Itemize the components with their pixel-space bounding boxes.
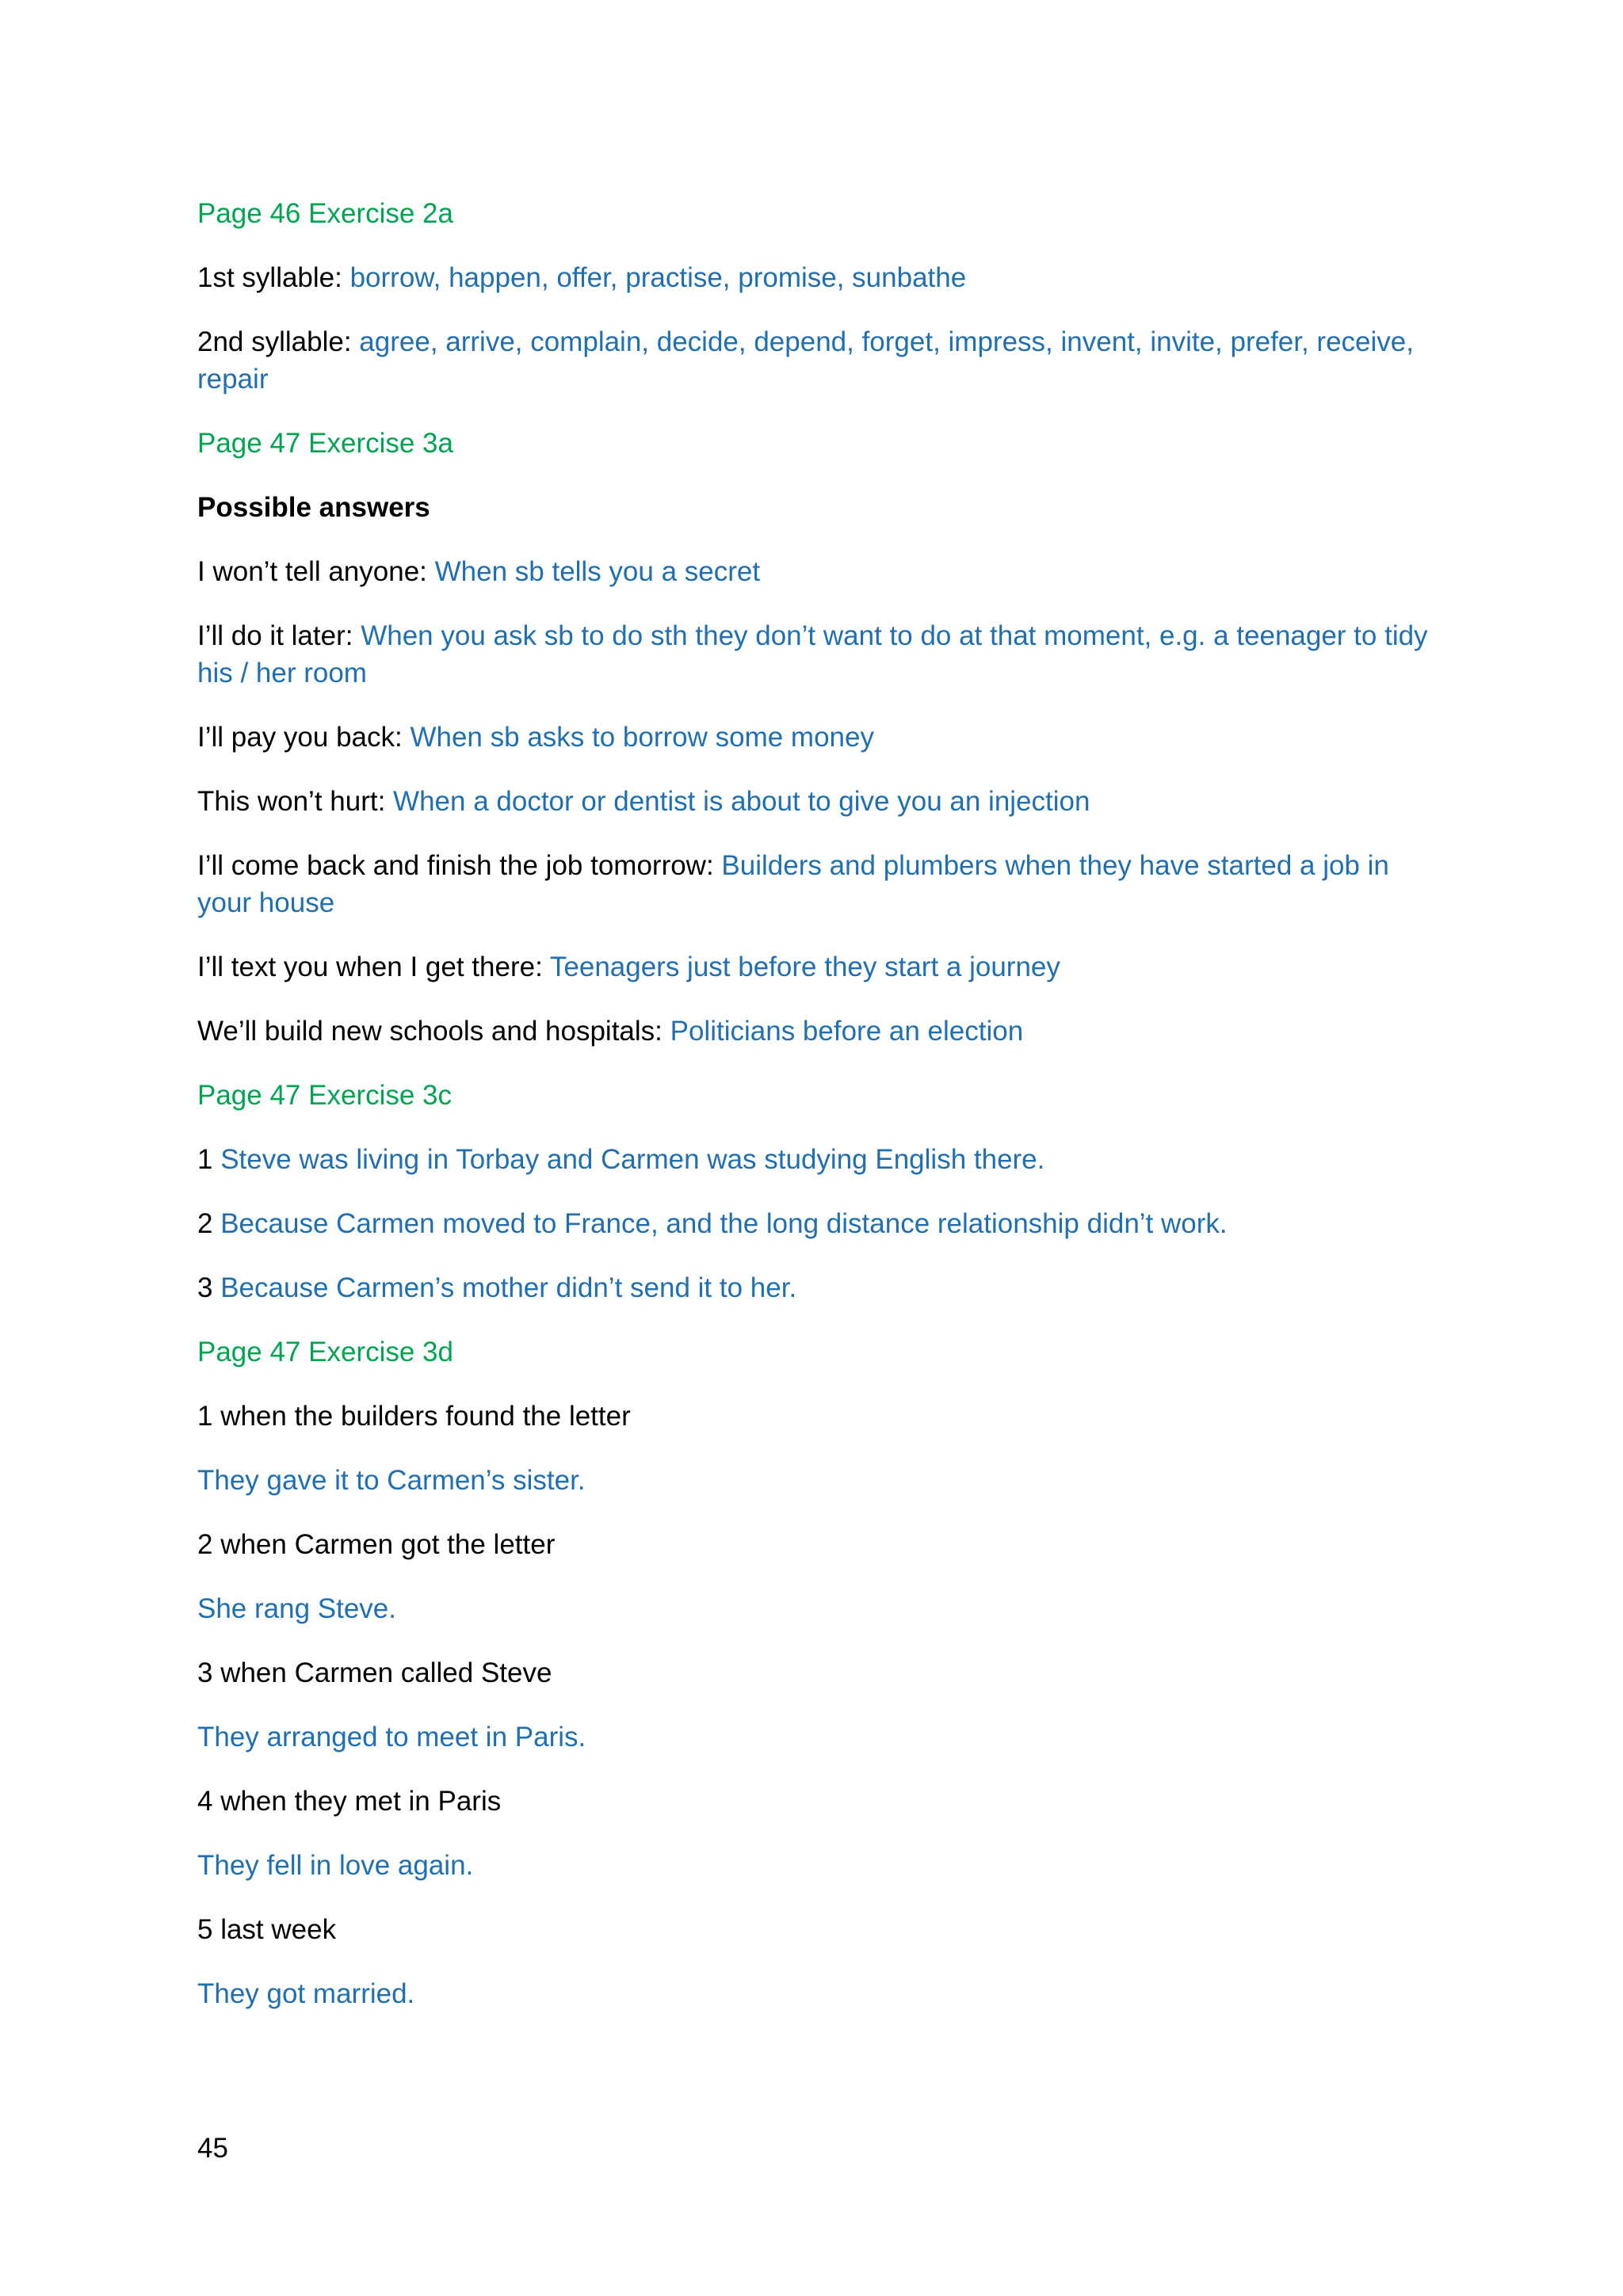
answer-label: 3 (197, 1272, 221, 1303)
answer-line (197, 948, 1434, 986)
answer-text: They got married. (197, 1978, 415, 2009)
answer-label: I’ll come back and finish the job tomorrow: (197, 850, 722, 881)
question-line: 2 when Carmen got the letter (197, 1529, 556, 1560)
answer-text: They fell in love again. (197, 1850, 474, 1881)
question-line: 4 when they met in Paris (197, 1786, 502, 1817)
answer-text: Steve was living in Torbay and Carmen was studying English there. (220, 1144, 1045, 1175)
answer-line (197, 1141, 1434, 1178)
answer-line (197, 719, 1434, 756)
answer-text: Politicians before an election (670, 1016, 1024, 1047)
answer-line (197, 1205, 1434, 1242)
answer-line (197, 847, 1434, 921)
answer-text: When a doctor or dentist is about to give you an injection (393, 786, 1090, 817)
answer-label: 2 (197, 1208, 221, 1239)
question-line: 3 when Carmen called Steve (197, 1657, 552, 1688)
document-page (197, 195, 1434, 2039)
section-heading: Page 47 Exercise 3c (197, 1080, 453, 1111)
answer-text: They gave it to Carmen’s sister. (197, 1465, 586, 1496)
answer-line (197, 783, 1434, 820)
answer-text: When you ask sb to do sth they don’t want to do at that moment, e.g. a teenager to tidy his / her room (197, 620, 1428, 688)
answer-label: We’ll build new schools and hospitals: (197, 1016, 670, 1047)
answer-text: When sb asks to borrow some money (410, 722, 874, 753)
answer-line (197, 617, 1434, 692)
question-line: 5 last week (197, 1914, 337, 1945)
page-number: 45 (197, 2133, 228, 2164)
section-heading: Page 47 Exercise 3d (197, 1337, 453, 1367)
answer-text: When sb tells you a secret (434, 556, 761, 587)
answer-line (197, 553, 1434, 590)
answer-text: borrow, happen, offer, practise, promise, sunbathe (349, 262, 967, 293)
answer-text: Builders and plumbers when they have started a job in your house (197, 850, 1389, 918)
section-heading: Page 47 Exercise 3a (197, 428, 453, 459)
section-heading: Page 46 Exercise 2a (197, 198, 453, 229)
answer-line (197, 1269, 1434, 1306)
answer-label: 1 (197, 1144, 221, 1175)
answer-text: agree, arrive, complain, decide, depend, forget, impress, invent, invite, prefer, receive, repair (197, 326, 1414, 395)
question-line: 1 when the builders found the letter (197, 1401, 631, 1432)
answer-line (197, 323, 1434, 398)
answer-line (197, 259, 1434, 296)
answer-label: I’ll text you when I get there: (197, 952, 550, 982)
answer-label: 1st syllable: (197, 262, 350, 293)
section-subheading: Possible answers (197, 492, 430, 523)
answer-text: They arranged to meet in Paris. (197, 1722, 586, 1753)
answer-line (197, 1013, 1434, 1050)
answer-label: This won’t hurt: (197, 786, 394, 817)
answer-text: Because Carmen moved to France, and the long distance relationship didn’t work. (220, 1208, 1228, 1239)
answer-label: I’ll pay you back: (197, 722, 411, 753)
answer-text: She rang Steve. (197, 1593, 396, 1624)
answer-label: I won’t tell anyone: (197, 556, 435, 587)
answer-text: Because Carmen’s mother didn’t send it to her. (220, 1272, 797, 1303)
answer-label: I’ll do it later: (197, 620, 361, 651)
answer-text: Teenagers just before they start a journey (549, 952, 1060, 982)
answer-label: 2nd syllable: (197, 326, 360, 357)
